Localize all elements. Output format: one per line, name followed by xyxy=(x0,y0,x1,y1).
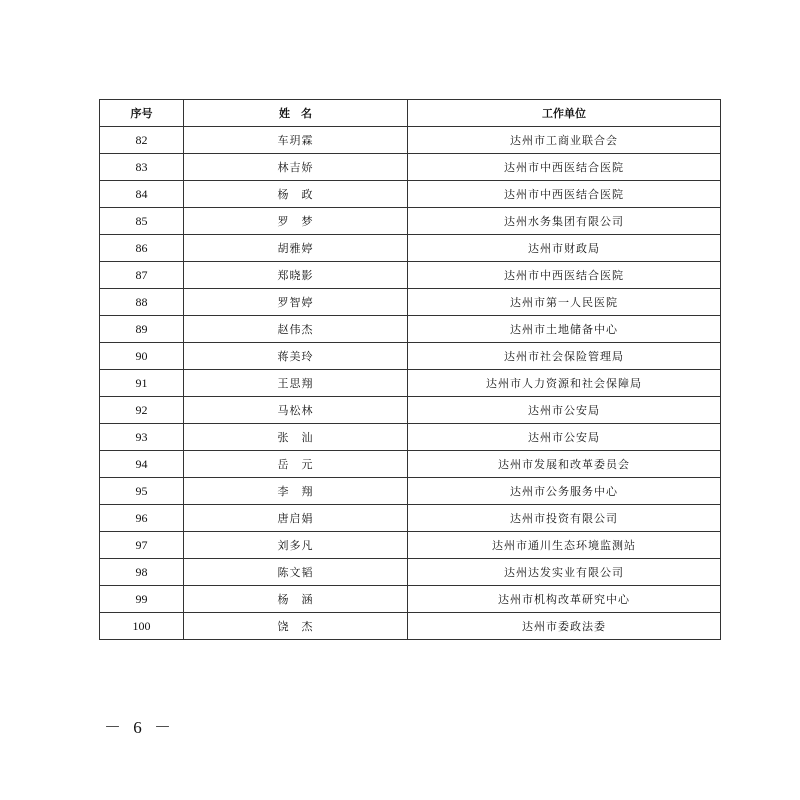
table-row xyxy=(100,127,721,154)
table-row xyxy=(100,262,721,289)
name-cell: 张 汕 xyxy=(184,424,408,451)
serial-number-cell: 87 xyxy=(100,262,184,289)
table-row xyxy=(100,343,721,370)
name-cell: 郑晓影 xyxy=(184,262,408,289)
work-unit-cell: 达州市公安局 xyxy=(408,397,721,424)
name-cell: 车玥霖 xyxy=(184,127,408,154)
roster-table xyxy=(99,99,721,640)
work-unit-cell: 达州市中西医结合医院 xyxy=(408,262,721,289)
table-body xyxy=(100,127,721,640)
serial-number-cell: 85 xyxy=(100,208,184,235)
page-number: － 6 － xyxy=(104,718,175,737)
serial-number-cell: 89 xyxy=(100,316,184,343)
table-row xyxy=(100,154,721,181)
serial-number-cell: 93 xyxy=(100,424,184,451)
table-header xyxy=(100,100,721,127)
table-row xyxy=(100,208,721,235)
table-row xyxy=(100,613,721,640)
serial-number-cell: 98 xyxy=(100,559,184,586)
work-unit-cell: 达州市第一人民医院 xyxy=(408,289,721,316)
work-unit-cell: 达州市通川生态环境监测站 xyxy=(408,532,721,559)
serial-number-cell: 96 xyxy=(100,505,184,532)
serial-number-cell: 94 xyxy=(100,451,184,478)
table-row xyxy=(100,451,721,478)
work-unit-cell: 达州市财政局 xyxy=(408,235,721,262)
serial-number-cell: 97 xyxy=(100,532,184,559)
table-row xyxy=(100,424,721,451)
name-cell: 赵伟杰 xyxy=(184,316,408,343)
name-cell: 陈文韬 xyxy=(184,559,408,586)
name-cell: 杨 政 xyxy=(184,181,408,208)
table-row xyxy=(100,586,721,613)
serial-number-cell: 82 xyxy=(100,127,184,154)
table-row xyxy=(100,316,721,343)
work-unit-cell: 达州市中西医结合医院 xyxy=(408,154,721,181)
work-unit-cell: 达州市工商业联合会 xyxy=(408,127,721,154)
name-cell: 罗智婷 xyxy=(184,289,408,316)
name-cell: 王思翔 xyxy=(184,370,408,397)
work-unit-cell: 达州市社会保险管理局 xyxy=(408,343,721,370)
work-unit-cell: 达州市委政法委 xyxy=(408,613,721,640)
work-unit-cell: 达州市公务服务中心 xyxy=(408,478,721,505)
work-unit-cell: 达州市投资有限公司 xyxy=(408,505,721,532)
work-unit-cell: 达州市人力资源和社会保障局 xyxy=(408,370,721,397)
work-unit-cell: 达州市机构改革研究中心 xyxy=(408,586,721,613)
serial-number-cell: 90 xyxy=(100,343,184,370)
table-row xyxy=(100,235,721,262)
table-row xyxy=(100,289,721,316)
header-name: 姓 名 xyxy=(184,100,408,127)
table-row xyxy=(100,397,721,424)
work-unit-cell: 达州市发展和改革委员会 xyxy=(408,451,721,478)
name-cell: 蒋美玲 xyxy=(184,343,408,370)
table-row xyxy=(100,532,721,559)
table-row xyxy=(100,370,721,397)
serial-number-cell: 99 xyxy=(100,586,184,613)
serial-number-cell: 95 xyxy=(100,478,184,505)
work-unit-cell: 达州市中西医结合医院 xyxy=(408,181,721,208)
serial-number-cell: 100 xyxy=(100,613,184,640)
serial-number-cell: 83 xyxy=(100,154,184,181)
name-cell: 马松林 xyxy=(184,397,408,424)
table-row xyxy=(100,181,721,208)
serial-number-cell: 86 xyxy=(100,235,184,262)
serial-number-cell: 91 xyxy=(100,370,184,397)
name-cell: 唐启娟 xyxy=(184,505,408,532)
work-unit-cell: 达州市公安局 xyxy=(408,424,721,451)
table-row xyxy=(100,559,721,586)
header-serial-number: 序号 xyxy=(100,100,184,127)
name-cell: 林吉娇 xyxy=(184,154,408,181)
name-cell: 胡雅婷 xyxy=(184,235,408,262)
name-cell: 罗 梦 xyxy=(184,208,408,235)
name-cell: 岳 元 xyxy=(184,451,408,478)
serial-number-cell: 84 xyxy=(100,181,184,208)
serial-number-cell: 88 xyxy=(100,289,184,316)
table-row xyxy=(100,505,721,532)
serial-number-cell: 92 xyxy=(100,397,184,424)
work-unit-cell: 达州达发实业有限公司 xyxy=(408,559,721,586)
name-cell: 刘多凡 xyxy=(184,532,408,559)
name-cell: 饶 杰 xyxy=(184,613,408,640)
work-unit-cell: 达州水务集团有限公司 xyxy=(408,208,721,235)
name-cell: 李 翔 xyxy=(184,478,408,505)
header-work-unit: 工作单位 xyxy=(408,100,721,127)
table-row xyxy=(100,478,721,505)
name-cell: 杨 涵 xyxy=(184,586,408,613)
header-row xyxy=(100,100,721,127)
work-unit-cell: 达州市土地储备中心 xyxy=(408,316,721,343)
